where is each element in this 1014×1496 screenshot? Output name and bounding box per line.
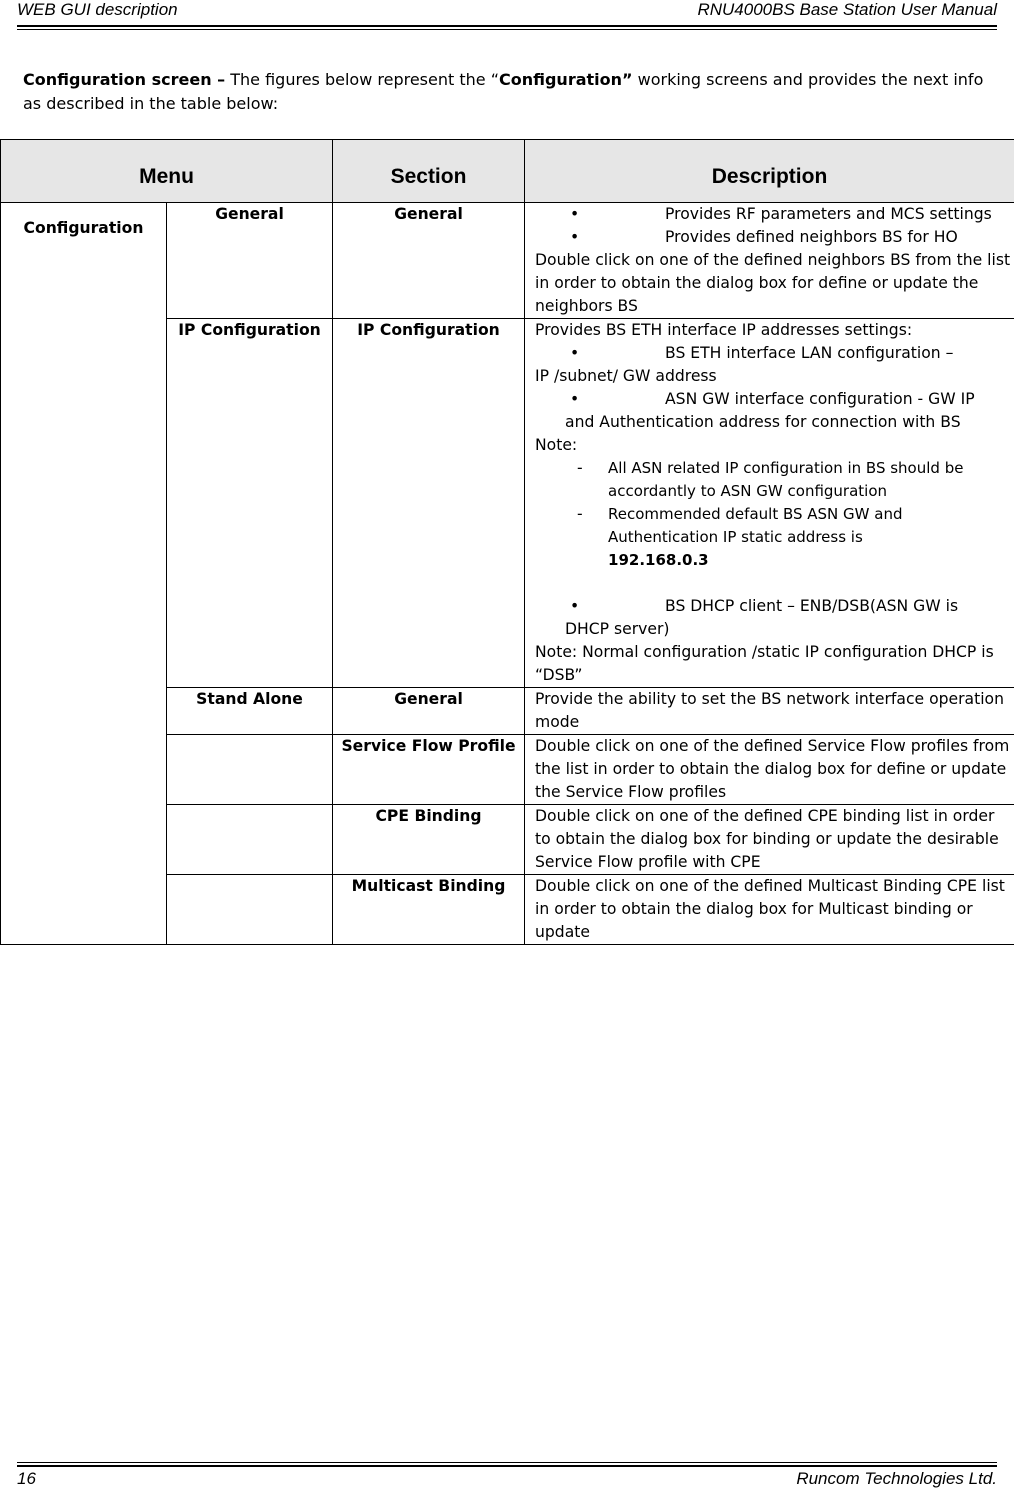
note-item-text: All ASN related IP configuration in BS should be accordantly to ASN GW configuration — [608, 459, 964, 500]
submenu-cell: General — [167, 203, 333, 319]
header-rule-thin — [17, 29, 997, 30]
section-cell: Multicast Binding — [333, 875, 525, 945]
list-item: • BS ETH interface LAN configuration – — [535, 342, 1014, 365]
page-header — [17, 0, 997, 26]
description-cell: Double click on one of the defined Multicast Binding CPE list in order to obtain the dialog box for Multicast binding or update — [525, 875, 1014, 945]
submenu-cell — [167, 805, 333, 875]
table-header-row — [1, 140, 1014, 203]
list-item-continued: IP /subnet/ GW address — [535, 367, 717, 385]
description-cell — [525, 319, 1014, 688]
footer-rule-thin — [17, 1462, 997, 1463]
note-label: Note: — [535, 436, 578, 454]
header-right-title: RNU4000BS Base Station User Manual — [697, 0, 997, 19]
menu-configuration: Configuration — [1, 203, 167, 945]
submenu-cell — [167, 735, 333, 805]
intro-quoted: Configuration” — [498, 70, 633, 89]
intro-lead: Configuration screen – — [23, 70, 226, 89]
submenu-cell: Stand Alone — [167, 688, 333, 735]
footer-rule — [17, 1465, 997, 1467]
list-item: • BS DHCP client – ENB/DSB(ASN GW is — [535, 595, 1014, 618]
list-item: • Provides defined neighbors BS for HO — [535, 226, 1014, 249]
note-item — [535, 503, 1014, 572]
list-item-continued: DHCP server) — [565, 620, 670, 638]
note-text: Note: Normal configuration /static IP configuration DHCP is “DSB” — [535, 643, 994, 684]
section-cell: Service Flow Profile — [333, 735, 525, 805]
submenu-cell: IP Configuration — [167, 319, 333, 688]
section-cell: IP Configuration — [333, 319, 525, 688]
spacer — [535, 572, 1014, 595]
section-cell: General — [333, 688, 525, 735]
description-cell: Provide the ability to set the BS network interface operation mode — [525, 688, 1014, 735]
configuration-table — [0, 139, 1014, 945]
intro-text1: The figures below represent the “ — [225, 70, 499, 89]
description-text: Provides BS ETH interface IP addresses settings: — [535, 321, 913, 339]
intro-text2: working screens and provides the next info as described in the table below: — [23, 70, 984, 113]
description-text: Double click on one of the defined neighbors BS from the list in order to obtain the dialog box for define or update the neighbors BS — [535, 251, 1011, 315]
header-rule — [17, 25, 997, 27]
description-cell: Double click on one of the defined Service Flow profiles from the list in order to obtain the dialog box for define or update the Service Flow profiles — [525, 735, 1014, 805]
header-left-title: WEB GUI description — [17, 0, 178, 19]
page-number: 16 — [17, 1469, 36, 1488]
note-item — [535, 457, 1014, 503]
header-menu: Menu — [1, 140, 333, 203]
description-cell: Double click on one of the defined CPE binding list in order to obtain the dialog box for binding or update the desirable Service Flow profile with CPE — [525, 805, 1014, 875]
header-section: Section — [333, 140, 525, 203]
submenu-cell — [167, 875, 333, 945]
list-item: • Provides RF parameters and MCS settings — [535, 203, 1014, 226]
intro-paragraph — [23, 68, 991, 116]
section-cell: General — [333, 203, 525, 319]
table-row — [1, 203, 1014, 319]
list-item: • ASN GW interface configuration - GW IP — [535, 388, 1014, 411]
note-item-text: Recommended default BS ASN GW and Authentication IP static address is — [608, 505, 903, 546]
list-item-continued: and Authentication address for connection with BS — [565, 413, 961, 431]
footer-company: Runcom Technologies Ltd. — [796, 1469, 997, 1488]
header-description: Description — [525, 140, 1014, 203]
description-cell — [525, 203, 1014, 319]
section-cell: CPE Binding — [333, 805, 525, 875]
ip-address: 192.168.0.3 — [608, 551, 709, 569]
